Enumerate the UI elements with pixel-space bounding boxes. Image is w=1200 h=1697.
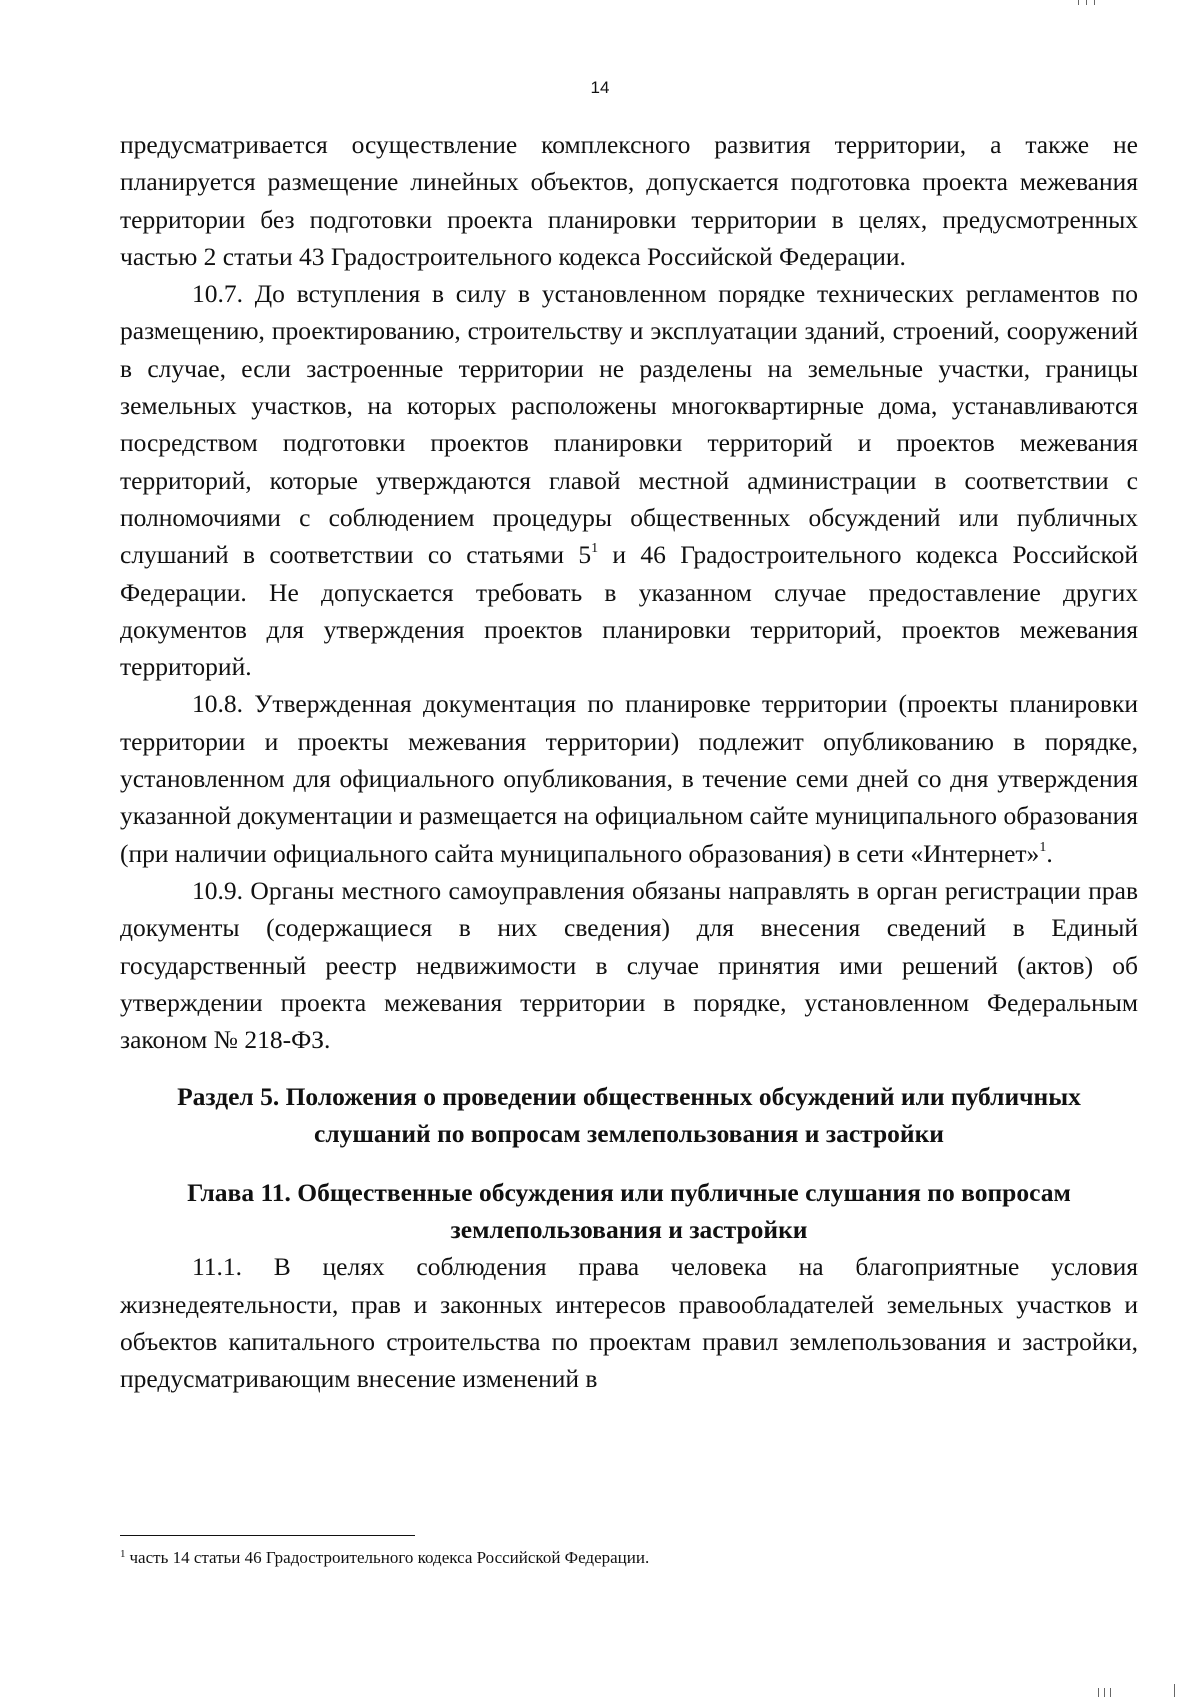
footnote-ref: 1 (591, 541, 599, 557)
footnote-ref: 1 (1039, 839, 1047, 855)
paragraph-10-7-part-a: 10.7. До вступления в силу в установленном порядке технических регламентов по размещению, проектированию, строительству и эксплуатации зданий, строений, сооружений в случае, если застроенные территории не разделены на земельные участки, границы земельных участков, на которых расположены многоквартирные дома, устанавливаются посредством подготовки проектов планировки территорий и проектов межевания территорий, которые утверждаются главой местной администрации в соответствии с полномочиями с соблюдением процедуры общественных обсуждений или публичных слушаний в соответствии со статьями 5 (120, 279, 1138, 570)
scan-artifact (1110, 1688, 1111, 1697)
scan-artifact (1078, 0, 1079, 5)
scan-artifact (1098, 1688, 1099, 1697)
paragraph-10-8-end: . (1046, 838, 1053, 868)
scan-artifact (1086, 0, 1087, 5)
paragraph-10-8-text: 10.8. Утвержденная документация по планировке территории (проекты планировки территории и проекты межевания территории) подлежит опубликованию в порядке, установленном для официального опубликования, в течение семи дней со дня утверждения указанной документации и размещается на официальном сайте муниципального образования (при наличии официального сайта муниципального образования) в сети «Интернет» (120, 689, 1138, 868)
scan-artifact (1104, 1688, 1105, 1697)
paragraph-11-1: 11.1. В целях соблюдения права человека на благоприятные условия жизнедеятельности, прав и законных интересов правообладателей земельных участков и объектов капитального строительства по проектам правил землепользования и застройки, предусматривающим внесение изменений в (120, 1252, 1138, 1394)
paragraph-10-8 (120, 685, 1138, 871)
paragraph-10-7-part-b: и 46 Градостроительного кодекса Российской Федерации. Не допускается требовать в указанном случае предоставление других документов для утверждения проектов планировки территорий, проектов межевания территорий. (120, 540, 1138, 682)
scan-artifact (1094, 0, 1095, 5)
paragraph-10-7 (120, 275, 1138, 685)
footnote-marker: 1 (120, 1548, 126, 1560)
paragraph-10-9: 10.9. Органы местного самоуправления обязаны направлять в орган регистрации прав документы (содержащиеся в них сведения) для внесения сведений в Единый государственный реестр недвижимости в случае принятия ими решений (актов) об утверждении проекта межевания территории в порядке, установленном Федеральным законом № 218-ФЗ. (120, 875, 1138, 1055)
document-body (120, 126, 1138, 1398)
scan-artifact (1174, 1684, 1175, 1697)
paragraph-continuation: предусматривается осуществление комплексного развития территории, а также не планируется размещение линейных объектов, допускается подготовка проекта межевания территории без подготовки проекта планировки территории в целях, предусмотренных частью 2 статьи 43 Градостроительного кодекса Российской Федерации. (120, 130, 1138, 271)
section-heading: Раздел 5. Положения о проведении общественных обсуждений или публичных слушаний по вопросам землепользования и застройки (177, 1082, 1081, 1149)
footnote-divider (120, 1535, 415, 1536)
chapter-heading: Глава 11. Общественные обсуждения или публичные слушания по вопросам землепользования и застройки (187, 1178, 1071, 1245)
footnote (120, 1547, 1120, 1569)
page-number: 14 (590, 78, 610, 97)
footnote-text: часть 14 статьи 46 Градостроительного кодекса Российской Федерации. (129, 1548, 650, 1567)
